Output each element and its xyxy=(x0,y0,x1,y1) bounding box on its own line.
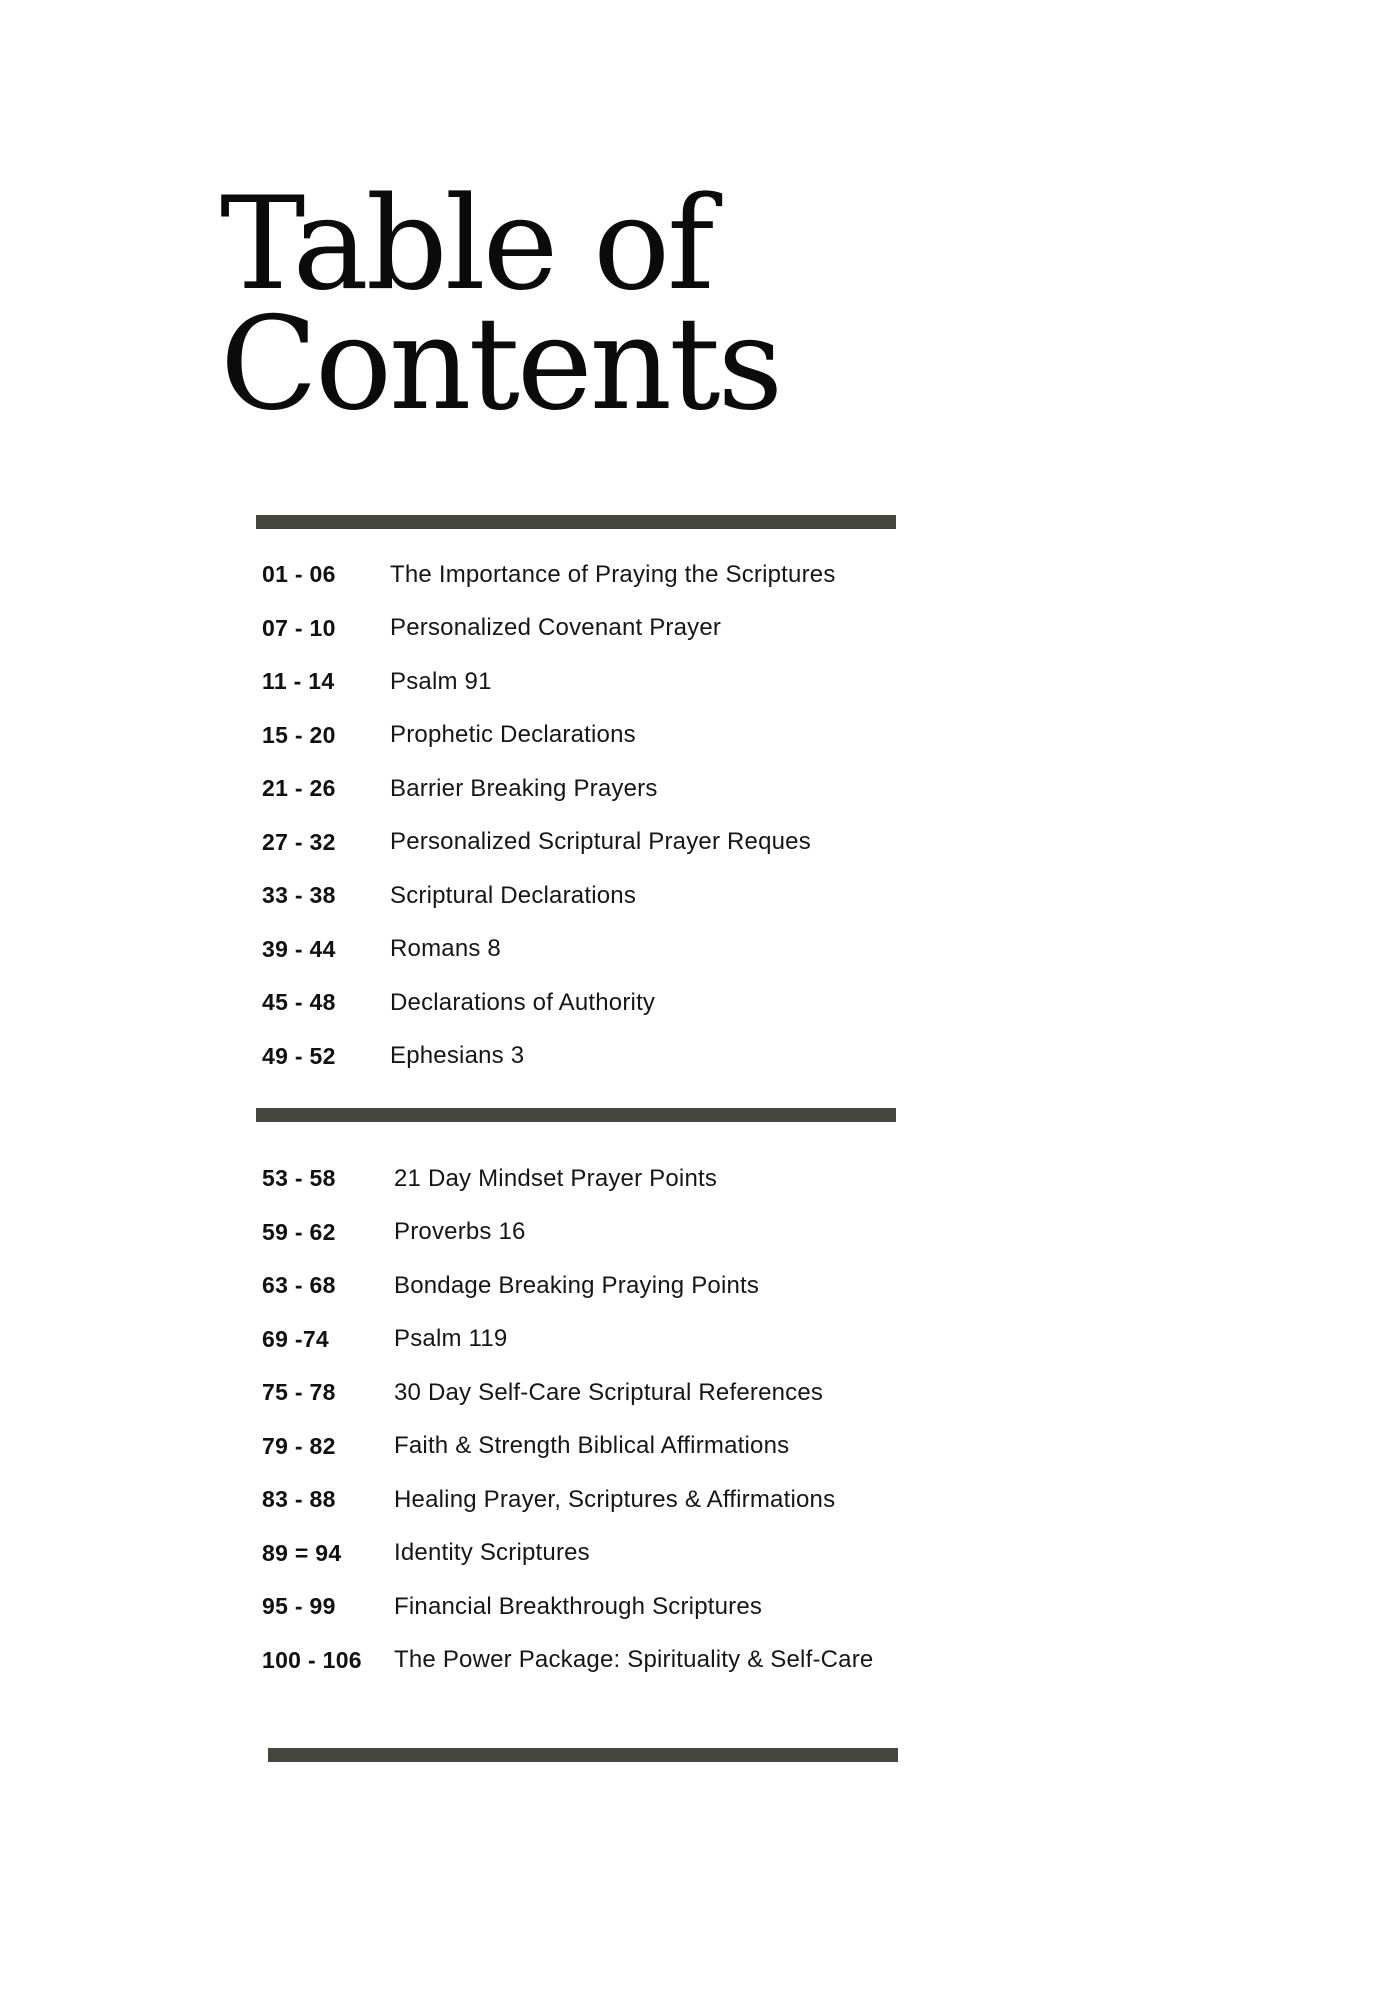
page-range: 100 - 106 xyxy=(262,1646,362,1673)
entry-title: Declarations of Authority xyxy=(390,988,656,1016)
page-range: 83 - 88 xyxy=(262,1486,336,1513)
page-title xyxy=(220,170,781,439)
entry-title: 30 Day Self-Care Scriptural References xyxy=(394,1378,824,1406)
toc-row xyxy=(262,923,1222,977)
entry-title: Healing Prayer, Scriptures & Affirmations xyxy=(394,1485,836,1513)
toc-row xyxy=(262,1030,1222,1084)
toc-row xyxy=(262,762,1222,816)
page-range: 69 -74 xyxy=(262,1325,330,1352)
page-range: 53 - 58 xyxy=(262,1165,336,1192)
toc-row xyxy=(262,1152,1222,1206)
toc-row xyxy=(262,869,1222,923)
page-range: 21 - 26 xyxy=(262,775,336,802)
page-range: 01 - 06 xyxy=(262,561,336,588)
entry-title: Faith & Strength Biblical Affirmations xyxy=(394,1432,790,1460)
page-range: 49 - 52 xyxy=(262,1042,336,1069)
entry-title: Barrier Breaking Prayers xyxy=(390,774,658,802)
page-range: 27 - 32 xyxy=(262,828,336,855)
page-range: 95 - 99 xyxy=(262,1593,336,1620)
toc-section-2 xyxy=(262,1152,1222,1687)
entry-title: Personalized Covenant Prayer xyxy=(390,614,722,642)
page-title-line-2: Contents xyxy=(220,290,781,439)
page-range: 45 - 48 xyxy=(262,989,336,1016)
page-range: 15 - 20 xyxy=(262,721,336,748)
page-range: 89 = 94 xyxy=(262,1539,342,1566)
entry-title: The Power Package: Spirituality & Self-Care xyxy=(394,1646,874,1674)
toc-row xyxy=(262,655,1222,709)
entry-title: Ephesians 3 xyxy=(390,1042,525,1070)
toc-row xyxy=(262,1206,1222,1260)
toc-row xyxy=(262,1527,1222,1581)
page-range: 39 - 44 xyxy=(262,935,336,962)
toc-row xyxy=(262,1259,1222,1313)
toc-row xyxy=(262,816,1222,870)
page-range: 59 - 62 xyxy=(262,1218,336,1245)
entry-title: Scriptural Declarations xyxy=(390,881,637,909)
entry-title: 21 Day Mindset Prayer Points xyxy=(394,1164,718,1192)
toc-row xyxy=(262,709,1222,763)
toc-row xyxy=(262,1580,1222,1634)
toc-section-1 xyxy=(262,548,1222,1083)
page-title-line-1: Table of xyxy=(220,170,712,319)
entry-title: Proverbs 16 xyxy=(394,1218,526,1246)
entry-title: Personalized Scriptural Prayer Reques xyxy=(390,828,811,856)
entry-title: Psalm 119 xyxy=(394,1325,508,1353)
entry-title: Bondage Breaking Praying Points xyxy=(394,1271,760,1299)
entry-title: Romans 8 xyxy=(390,935,501,963)
entry-title: Prophetic Declarations xyxy=(390,721,636,749)
page-range: 11 - 14 xyxy=(262,668,335,695)
page-range: 63 - 68 xyxy=(262,1272,336,1299)
divider-middle xyxy=(256,1108,896,1122)
toc-row xyxy=(262,1366,1222,1420)
divider-top xyxy=(256,515,896,529)
toc-row xyxy=(262,602,1222,656)
page-range: 33 - 38 xyxy=(262,882,336,909)
divider-bottom xyxy=(268,1748,898,1762)
toc-row xyxy=(262,976,1222,1030)
entry-title: The Importance of Praying the Scriptures xyxy=(390,560,836,588)
entry-title: Financial Breakthrough Scriptures xyxy=(394,1592,763,1620)
toc-row xyxy=(262,1313,1222,1367)
page-range: 79 - 82 xyxy=(262,1432,336,1459)
toc-row xyxy=(262,1420,1222,1474)
toc-row xyxy=(262,1473,1222,1527)
page-range: 07 - 10 xyxy=(262,614,336,641)
toc-row xyxy=(262,1634,1222,1688)
entry-title: Psalm 91 xyxy=(390,667,492,695)
entry-title: Identity Scriptures xyxy=(394,1539,590,1567)
page-range: 75 - 78 xyxy=(262,1379,336,1406)
toc-row xyxy=(262,548,1222,602)
